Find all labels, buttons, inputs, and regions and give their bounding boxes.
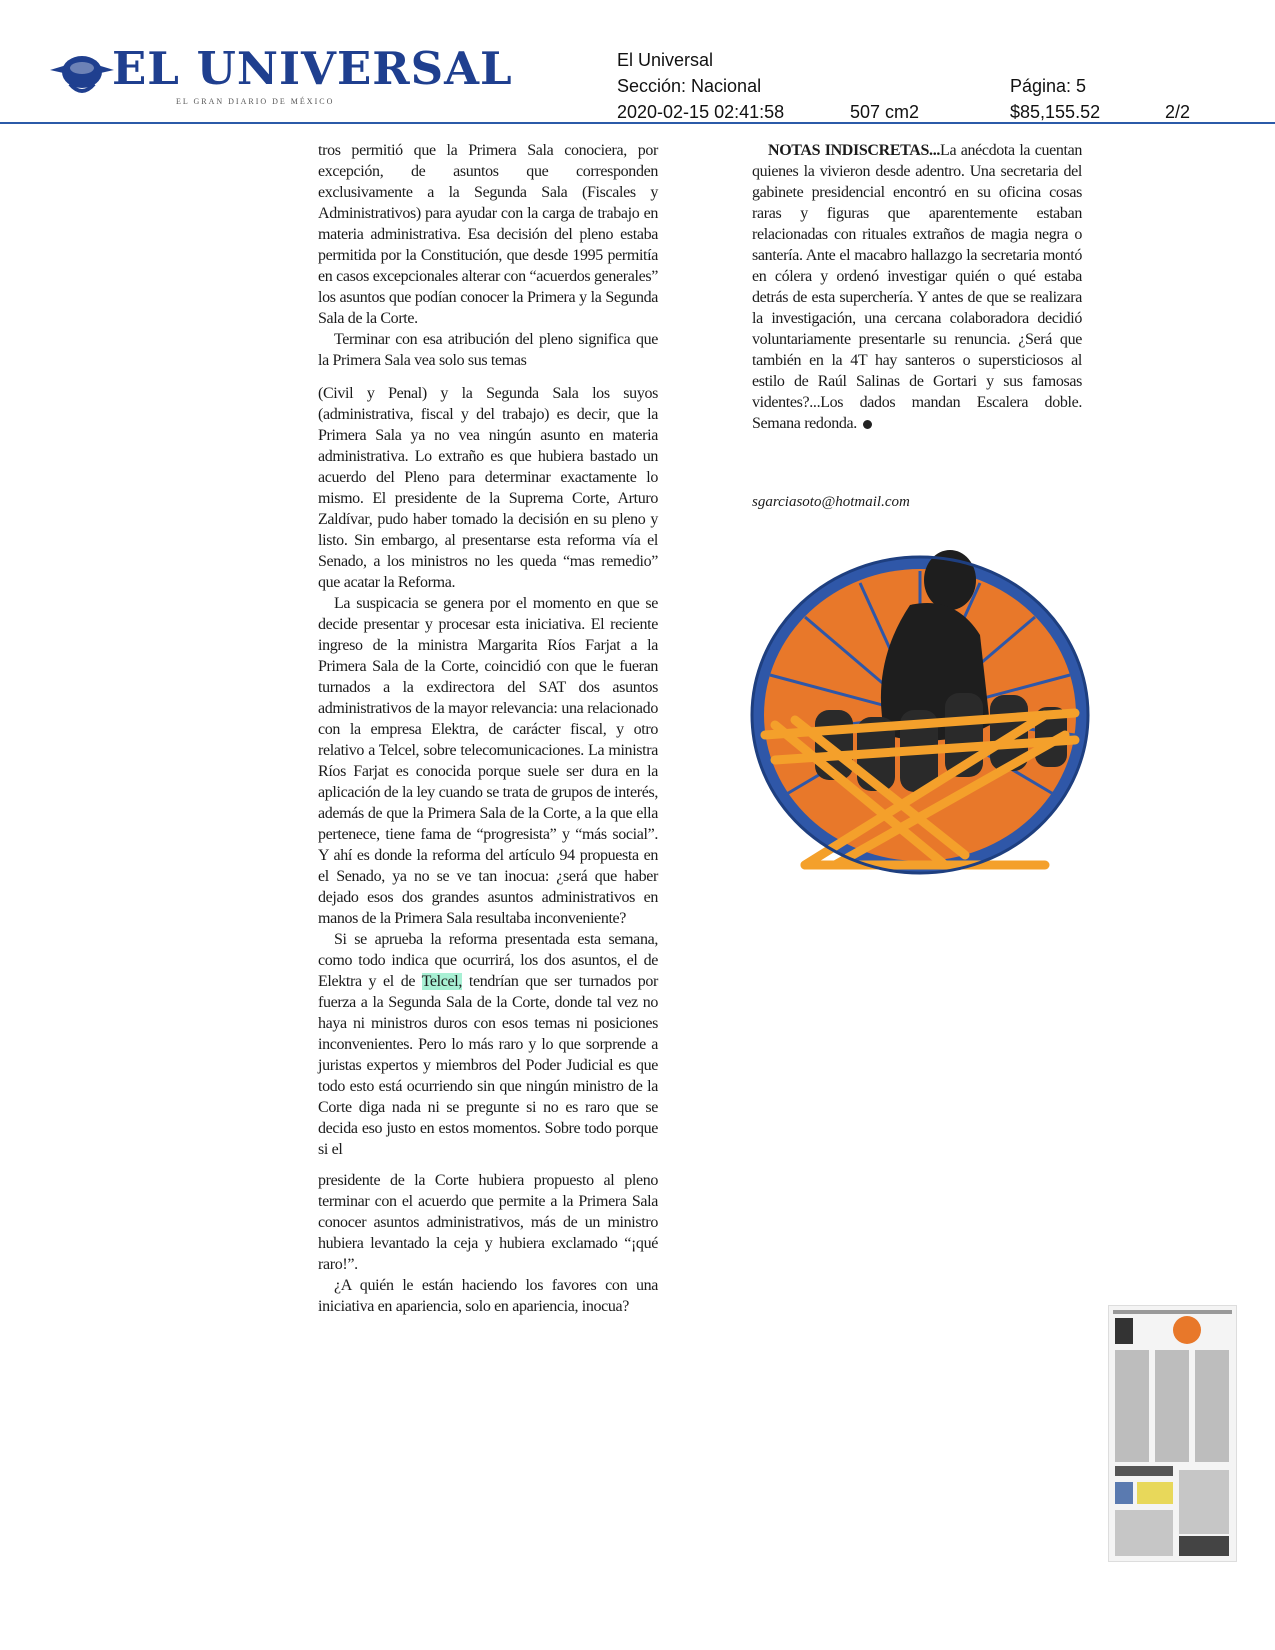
el-universal-logo <box>48 42 513 108</box>
article-text: La anécdota la cuentan quienes la vivieron desde adentro. Una secretaria del gabinete presidencial encontró en su oficina cosas raras y figuras que aparentemente estaban relacionadas con rituales extraños de magia negra o santería. Ante el macabro hallazgo la secretaria montó en cólera y ordenó investigar quién o qué estaba detrás de esta superchería. Y antes de que se realizara la investigación, una cercana colaboradora decidió voluntariamente presentarle su renuncia. ¿Será que también en la 4T hay santeros o supersticiosos al estilo de Raúl Salinas de Gortari y sus famosas videntes?...Los dados mandan Escalera doble. Semana redonda. <box>752 142 1082 432</box>
datetime-label: 2020-02-15 02:41:58 <box>617 102 785 122</box>
article-column-left <box>318 140 658 1317</box>
article-paragraph: ¿A quién le están haciendo los favores con una iniciativa en apariencia, solo en apariencia, inocua? <box>318 1277 658 1315</box>
clipping-header <box>0 0 1275 124</box>
article-paragraph: (Civil y Penal) y la Segunda Sala los suyos (administrativa, fiscal y del trabajo) es decir, que la Primera Sala ya no vea ningún asunto en materia administrativa. Lo extraño es que hubiera bastado un acuerdo del Pleno para determinar exactamente lo mismo. El presidente de la Suprema Corte, Arturo Zaldívar, pudo haber tomado la decisión en su pleno y listo. Sin embargo, al presentarse esta reforma vía el Senado, a los ministros no les queda “mas remedio” que acatar la Reforma. <box>318 385 658 591</box>
notas-indiscretas-paragraph <box>752 140 1082 434</box>
page-thumbnail <box>1108 1305 1237 1562</box>
editorial-illustration <box>745 535 1095 895</box>
logo-wordmark: EL UNIVERSAL <box>112 42 513 95</box>
area-label: 507 cm2 <box>850 102 920 122</box>
article-text: tendrían que ser turnados por fuerza a la Segunda Sala de la Corte, donde tal vez no haya ni ministros duros con esos temas ni posiciones inconvenientes. Pero lo más raro y lo que sorprende a juristas expertos y miembros del Poder Judicial es que todo esto está ocurriendo sin que ningún ministro de la Corte diga nada ni se pregunte si no es raro que se decida eso justo en estos momentos. Sobre todo porque si el <box>318 973 658 1158</box>
section-kicker: NOTAS INDISCRETAS... <box>768 142 941 159</box>
highlighted-term: Telcel, <box>421 973 463 990</box>
section-label: Sección: Nacional <box>617 76 762 96</box>
article-column-right <box>752 140 1082 434</box>
author-email: sgarciasoto@hotmail.com <box>752 494 910 510</box>
page-label: Página: 5 <box>1010 76 1087 96</box>
end-dot-icon <box>863 420 872 429</box>
article-paragraph: Terminar con esa atribución del pleno significa que la Primera Sala vea solo sus temas <box>318 331 658 369</box>
source-label: El Universal <box>617 50 714 70</box>
article-text: Si se aprueba la reforma presentada esta semana, como todo indica que ocurrirá, los dos asuntos, el de Elektra y el de <box>318 931 658 990</box>
article-paragraph: La suspicacia se genera por el momento en que se decide presentar y procesar esta iniciativa. El reciente ingreso de la ministra Margarita Ríos Farjat a la Primera Sala de la Corte, coincidió con que le fueran turnados a la exdirectora del SAT dos asuntos administrativos de la mayor relevancia: una relacionado con la empresa Elektra, de carácter fiscal, y otro relativo a Telcel, sobre telecomunicaciones. La ministra Ríos Farjat es conocida porque suele ser dura en la aplicación de la ley cuando se trata de grupos de interés, además de que la Primera Sala de la Corte, a la que ella pertenece, tiene fama de “progresista” y “más social”. Y ahí es donde la reforma del artículo 94 propuesta en el Senado, ya no se ve tan inocua: ¿será que haber dejado esos dos grandes asuntos administrativos en manos de la Primera Sala resultaba inconveniente? <box>318 595 658 927</box>
article-paragraph: tros permitió que la Primera Sala conociera, por excepción, de asuntos que corresponden exclusivamente a la Segunda Sala (Fiscales y Administrativos) para ayudar con la carga de trabajo en materia administrativa. Esa decisión del pleno estaba permitida por la Constitución, que desde 1995 permitía en casos excepcionales alterar con “acuerdos generales” los asuntos que podían conocer la Primera y la Segunda Sala de la Corte. <box>318 142 658 327</box>
value-label: $85,155.52 <box>1010 102 1101 122</box>
page-count-label: 2/2 <box>1165 102 1191 122</box>
article-paragraph: presidente de la Corte hubiera propuesto al pleno terminar con el acuerdo que permite a la Primera Sala conocer asuntos administrativos, más de un ministro hubiera levantado la ceja y hubiera exclamado “¡qué raro!”. <box>318 1172 658 1273</box>
eagle-emblem-icon <box>48 48 118 100</box>
header-rule <box>0 122 1275 124</box>
article-paragraph <box>318 929 658 1160</box>
logo-tagline: EL GRAN DIARIO DE MÉXICO <box>176 97 335 106</box>
